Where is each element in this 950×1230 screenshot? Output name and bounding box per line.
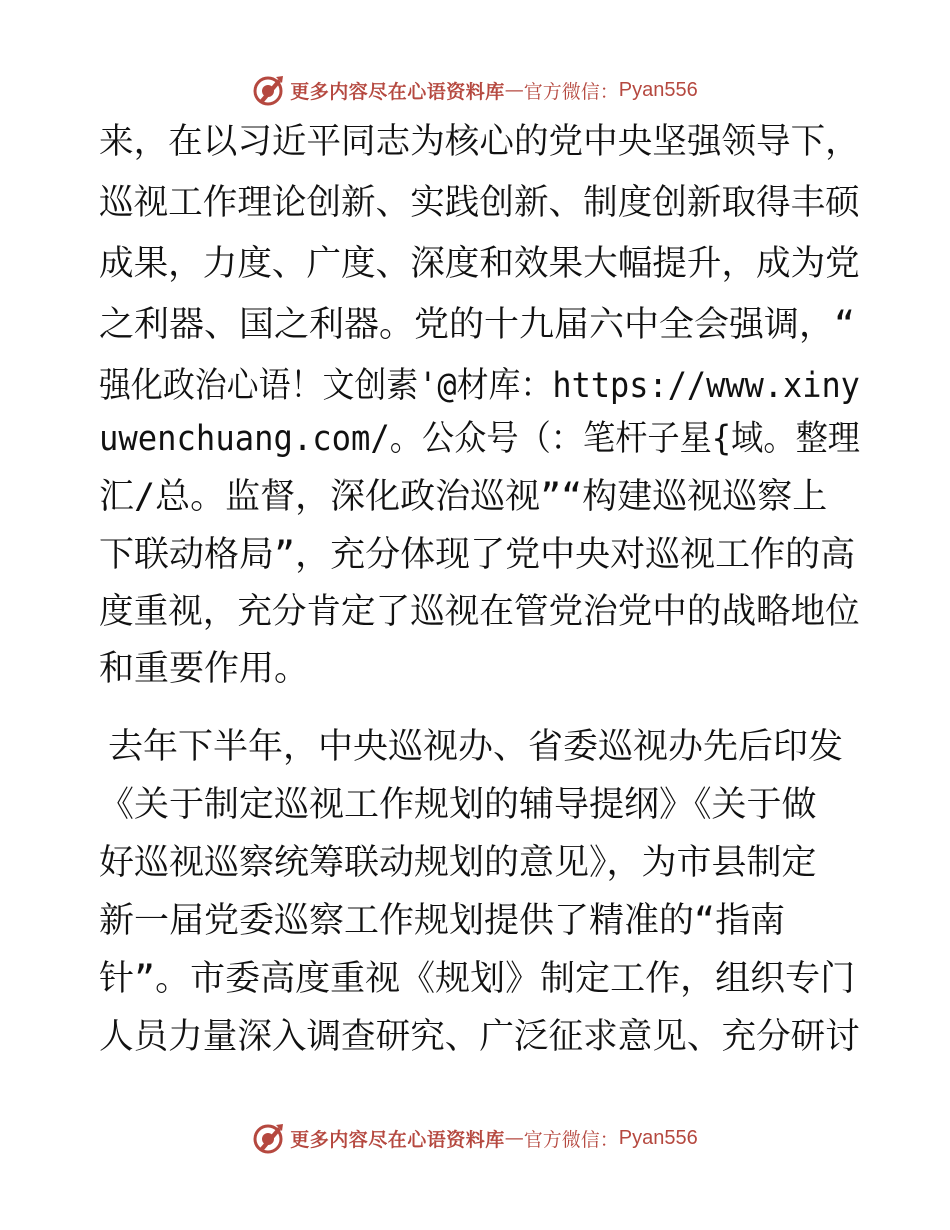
text-line: 度重视，充分肯定了巡视在管党治党中的战略地位 [99, 592, 860, 632]
text-line: 来，在以习近平同志为核心的党中央坚强领导下， [99, 122, 860, 162]
text-line: 成果，力度、广度、深度和效果大幅提升，成为党 [99, 244, 860, 284]
text-line: 好巡视巡察统筹联动规划的意见》，为市县制定 [99, 843, 817, 883]
text-line: 新一届党委巡察工作规划提供了精准的“指南 [99, 901, 786, 941]
text-line: 和重要作用。 [99, 649, 310, 689]
banner-account-id: Pyan556 [618, 78, 698, 101]
brand-logo-icon [252, 73, 286, 107]
header-banner [0, 70, 950, 110]
text-line: 《关于制定巡视工作规划的辅导提纲》《关于做 [99, 785, 817, 825]
text-line: 汇/总。监督，深化政治巡视”“构建巡视巡察上 [99, 477, 828, 517]
banner-separator: — [504, 79, 524, 101]
text-line: 巡视工作理论创新、实践创新、制度创新取得丰硕 [99, 183, 860, 223]
banner-official-label: 官方微信： [523, 1128, 619, 1151]
banner-account-id: Pyan556 [618, 1126, 698, 1149]
text-line: 下联动格局”，充分体现了党中央对巡视工作的高 [99, 535, 856, 575]
brand-logo-icon [252, 1121, 286, 1155]
text-line: 针”。市委高度重视《规划》制定工作，组织专门 [99, 959, 856, 999]
text-line: 人员力量深入调查研究、广泛征求意见、充分研讨 [99, 1017, 860, 1057]
banner-official-label: 官方微信： [523, 80, 619, 103]
banner-separator: — [504, 1127, 524, 1149]
banner-title: 更多内容尽在心语资料库 [290, 1128, 505, 1151]
text-line: uwenchuang.com/。公众号（：笔杆子星{域。整理 [99, 419, 860, 459]
banner-title: 更多内容尽在心语资料库 [290, 80, 505, 103]
text-line: 之利器、国之利器。党的十九届六中全会强调，“ [99, 305, 856, 345]
footer-banner [0, 1118, 950, 1158]
text-line: 去年下半年，中央巡视办、省委巡视办先后印发 [108, 727, 844, 767]
text-line: 强化政治心语！文创素'@材库：https://www.xiny [99, 366, 860, 406]
